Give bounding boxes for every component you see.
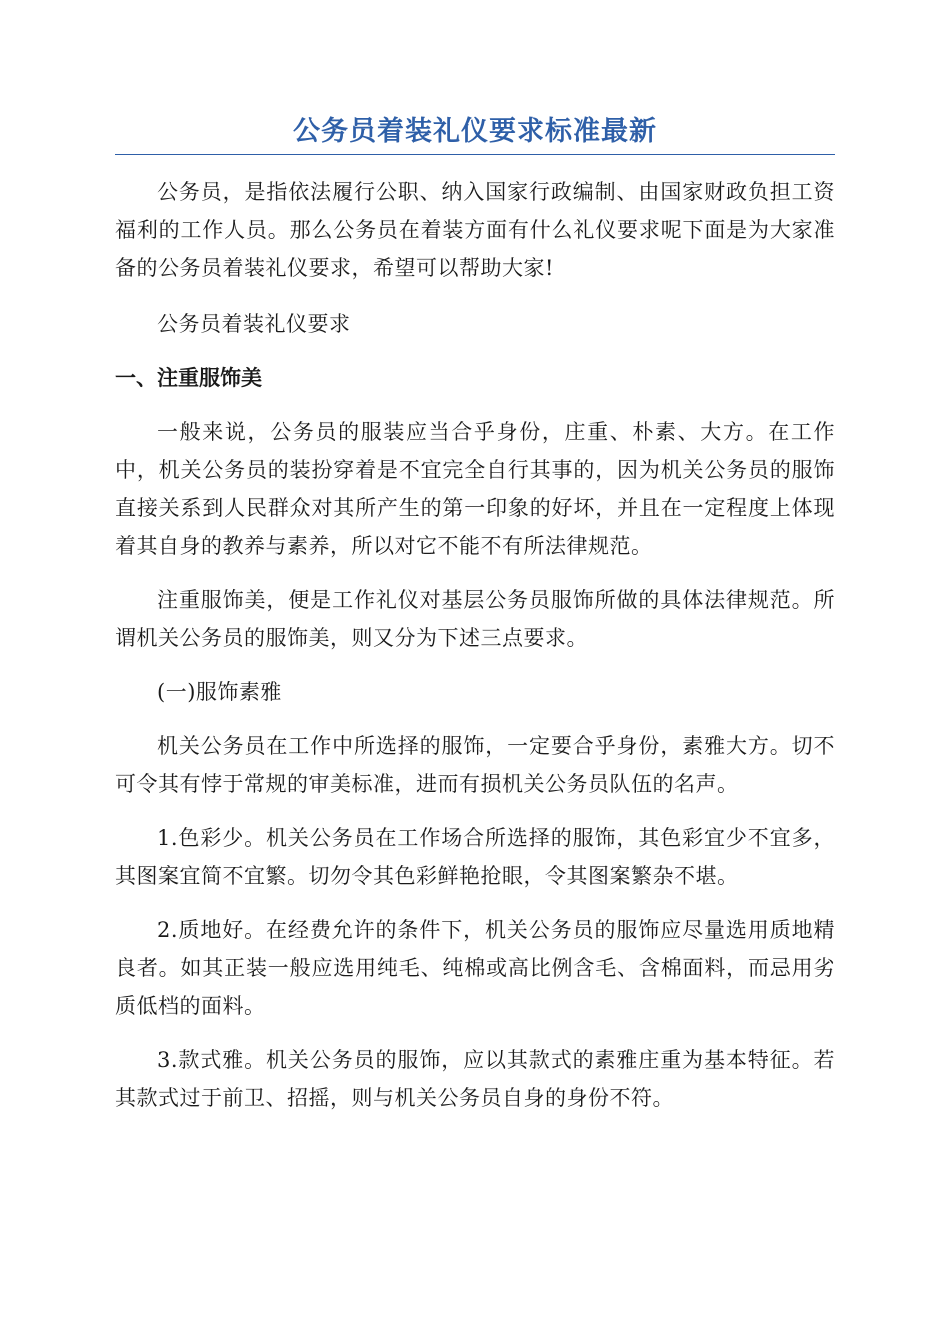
list-item-1: 1.色彩少。机关公务员在工作场合所选择的服饰，其色彩宜少不宜多，其图案宜简不宜繁。切勿令其色彩鲜艳抢眼，令其图案繁杂不堪。 xyxy=(115,826,835,888)
list-item-2: 2.质地好。在经费允许的条件下，机关公务员的服饰应尽量选用质地精良者。如其正装一般应选用纯毛、纯棉或高比例含毛、含棉面料，而忌用劣质低档的面料。 xyxy=(115,918,835,1018)
body-paragraph-2: 注重服饰美，便是工作礼仪对基层公务员服饰所做的具体法律规范。所谓机关公务员的服饰美，则又分为下述三点要求。 xyxy=(115,588,835,650)
list-item-3: 3.款式雅。机关公务员的服饰，应以其款式的素雅庄重为基本特征。若其款式过于前卫、招摇，则与机关公务员自身的身份不符。 xyxy=(115,1048,835,1110)
subsection-heading: (一)服饰素雅 xyxy=(157,680,282,704)
document-title: 公务员着装礼仪要求标准最新 xyxy=(115,112,835,155)
body-paragraph-1: 一般来说，公务员的服装应当合乎身份，庄重、朴素、大方。在工作中，机关公务员的装扮穿着是不宜完全自行其事的，因为机关公务员的服饰直接关系到人民群众对其所产生的第一印象的好坏，并且在一定程度上体现着其自身的教养与素养，所以对它不能不有所法律规范。 xyxy=(115,420,835,558)
subtitle-paragraph: 公务员着装礼仪要求 xyxy=(157,312,351,336)
intro-paragraph: 公务员，是指依法履行公职、纳入国家行政编制、由国家财政负担工资福利的工作人员。那么公务员在着装方面有什么礼仪要求呢下面是为大家准备的公务员着装礼仪要求，希望可以帮助大家! xyxy=(115,180,835,280)
body-paragraph-3: 机关公务员在工作中所选择的服饰，一定要合乎身份，素雅大方。切不可令其有悖于常规的审美标准，进而有损机关公务员队伍的名声。 xyxy=(115,734,835,796)
section-heading: 一、注重服饰美 xyxy=(115,366,262,390)
document-page xyxy=(115,112,835,1117)
